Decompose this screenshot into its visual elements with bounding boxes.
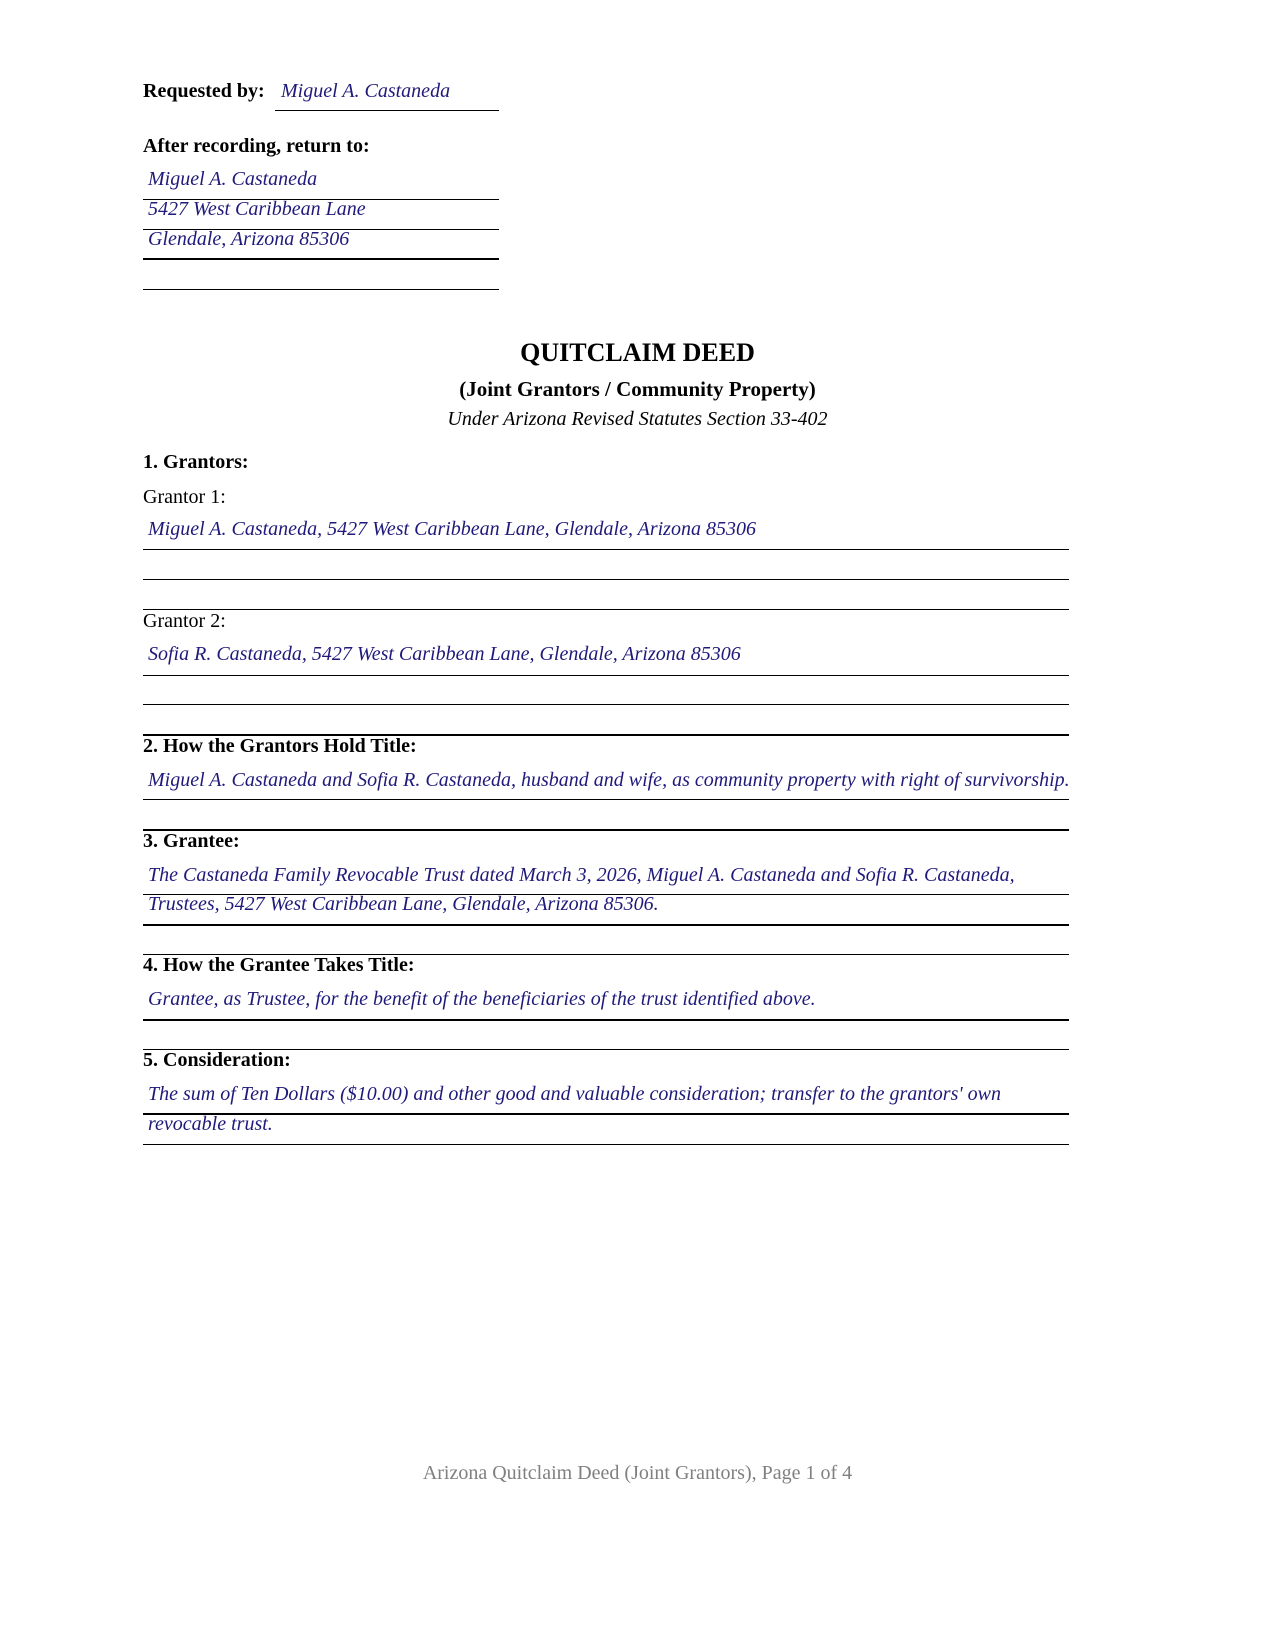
grantee-heading: 3. Grantee: [143,830,240,852]
grantee-rule-2 [143,924,1069,926]
hold-title-rule-1 [143,799,1069,800]
statute-reference: Under Arizona Revised Statutes Section 33-402 [447,408,828,430]
take-title-heading: 4. How the Grantee Takes Title: [143,954,415,976]
take-title-rule-1 [143,1019,1069,1021]
document-subtitle: (Joint Grantors / Community Property) [459,377,816,401]
grantor-1-rule-2 [143,579,1069,580]
return-to-rule-3 [143,258,499,260]
grantor-1-label: Grantor 1: [143,486,226,508]
requested-by-rule [275,110,499,111]
grantor-2-rule-1 [143,675,1069,676]
consideration-line-2: revocable trust. [148,1113,273,1135]
return-to-rule-4 [143,289,499,290]
hold-title-value: Miguel A. Castaneda and Sofia R. Castaneda, husband and wife, as community property with right of survivorship. [148,769,1070,791]
grantor-1-rule-1 [143,549,1069,550]
document-title: QUITCLAIM DEED [520,338,755,367]
return-to-label: After recording, return to: [143,135,370,157]
grantee-line-1: The Castaneda Family Revocable Trust dated March 3, 2026, Miguel A. Castaneda and Sofia R. Castaneda, [148,864,1015,886]
requested-by-label: Requested by: [143,80,265,102]
grantor-1-rule-3 [143,609,1069,610]
return-to-line-1: Miguel A. Castaneda [148,168,318,190]
take-title-value: Grantee, as Trustee, for the benefit of the beneficiaries of the trust identified above. [148,988,816,1010]
requested-by-value: Miguel A. Castaneda [281,80,451,102]
grantor-2-rule-2 [143,704,1069,705]
page-footer: Arizona Quitclaim Deed (Joint Grantors), Page 1 of 4 [422,1462,853,1484]
grantors-heading: 1. Grantors: [143,451,249,473]
consideration-rule-2 [143,1144,1069,1145]
consideration-heading: 5. Consideration: [143,1049,291,1071]
consideration-line-1: The sum of Ten Dollars ($10.00) and other good and valuable consideration; transfer to the grantors' own [148,1083,1001,1105]
grantor-1-value: Miguel A. Castaneda, 5427 West Caribbean Lane, Glendale, Arizona 85306 [148,518,756,540]
grantor-2-value: Sofia R. Castaneda, 5427 West Caribbean Lane, Glendale, Arizona 85306 [148,643,741,665]
hold-title-heading: 2. How the Grantors Hold Title: [143,735,417,757]
grantee-line-2: Trustees, 5427 West Caribbean Lane, Glendale, Arizona 85306. [148,893,659,915]
return-to-line-2: 5427 West Caribbean Lane [148,198,366,220]
return-to-line-3: Glendale, Arizona 85306 [148,228,350,250]
grantor-2-label: Grantor 2: [143,610,226,632]
consideration-rule-1 [143,1113,1069,1115]
hold-title-rule-2 [143,829,1069,831]
